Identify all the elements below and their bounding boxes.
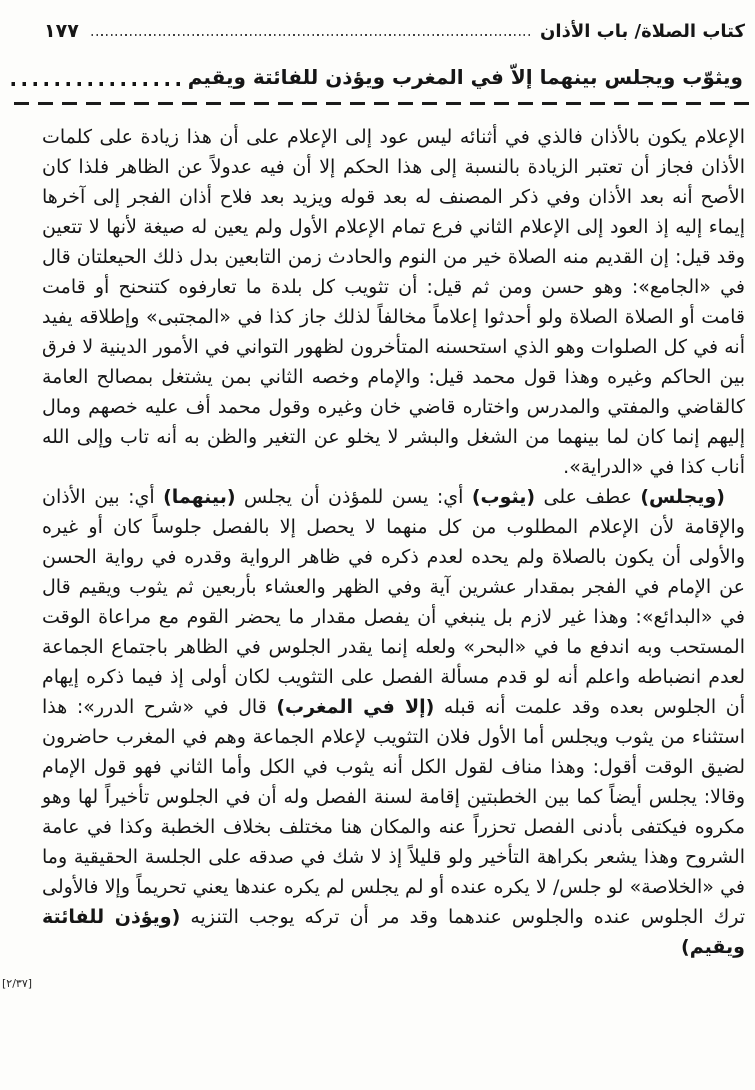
paragraph [42, 122, 745, 482]
commentary-segment: عطف على [535, 486, 641, 508]
matn-inline-segment: (ويجلس) [640, 486, 725, 508]
matn-heading-text: ويثوّب ويجلس بينهما إلاّ في المغرب ويؤذن للفائتة ويقيم [187, 65, 743, 89]
matn-inline-segment: (بينهما) [163, 486, 236, 508]
commentary-segment: أي: بين الأذان والإقامة لأن الإعلام المطلوب من كل منهما لا يحصل إلا بالفصل جلوساً كان أو غيره والأولى أن يكون بالصلاة ولم يحده لعدم ذكره في ظاهر الرواية وقدره في رواية الحسن عن الإمام في الفجر بمقدار عشرين آية وفي الظهر والعشاء بأربعين ثم يثوب ويقيم قال في «البدائع»: وهذا غير لازم بل ينبغي أن يفصل مقدار ما يحضر القوم مع مراعاة الوقت المستحب وبه اندفع ما في «البحر» ولعله إنما يقدر الجلوس في الظاهر باجتماع الجماعة لعدم انضباطه واعلم أنه لو قدم مسألة الفصل على التثويب لكان أولى إذ فيما ذكره إيهام أن الجلوس بعده وقد علمت أنه قبله [42, 486, 745, 718]
commentary-segment: أي: يسن للمؤذن أن يجلس [235, 486, 472, 508]
header-dotted-leader [89, 34, 530, 36]
chapter-title: كتاب الصلاة/ باب الأذان [540, 20, 745, 42]
margin-note: [٢/٣٧] [2, 977, 33, 990]
matn-dot-leader [10, 82, 180, 86]
matn-heading [8, 62, 743, 92]
commentary-segment: قال في «شرح الدرر»: هذا استثناء من يثوب ويجلس أما الأول فلان التثويب لإعلام الجماعة وهم في المغرب حاضرون لضيق الوقت أقول: وهذا مناف لقول الكل أنه يثوب في الكل وأما الثاني فهو قول الإمام وقالا: يجلس أيضاً كما بين الخطبتين إقامة لسنة الفصل وله أن في الجلوس تأخيراً لها وهو مكروه فيكتفى بأدنى الفصل تحزراً عنه والمكان هنا مختلف بخلاف الخطبة وكذا في عامة الشروح وهذا يشعر بكراهة التأخير ولو قليلاً إذ لا شك في صدقه على الجلسة الحقيقية وما في «الخلاصة» لو جلس/ لا يكره عنده أو لم يجلس لم يكره عندها يعني تحريماً وإلا فالأولى ترك الجلوس عنده والجلوس عندهما وقد مر أن تركه يوجب التنزيه [42, 696, 746, 928]
dashed-separator [6, 102, 749, 105]
matn-inline-segment: (ويؤذن للفائتة ويقيم) [42, 906, 745, 958]
paragraph [42, 482, 745, 962]
page-number: ١٧٧ [44, 20, 79, 42]
body-text [42, 122, 745, 962]
matn-inline-segment: (يثوب) [471, 486, 536, 508]
commentary-segment: الإعلام يكون بالأذان فالذي في أثنائه ليس عود إلى الإعلام على أن هذا زيادة على كلمات الأذان فجاز أن تعتبر الزيادة بالنسبة إلى هذا الحكم إلا أن فيه عدولاً عن الظاهر فلذا كان الأصح أنه بعد الأذان وفي ذكر المصنف له بعد قوله ويزيد بعد فلاح أذان الفجر إلى آخرها إيماء إليه إذ العود إلى الإعلام الثاني فرع تمام الإعلام الأول ولم يعين له صيغة لأنها لا تتعين وقد قيل: إن القديم منه الصلاة خير من النوم والحادث زمن التابعين بدل ذلك الحيعلتان قال في «الجامع»: وهو حسن ومن ثم قيل: أن تثويب كل بلدة ما تعارفوه كتنحنح أو قامت قامت أو الصلاة الصلاة ولو أحدثوا إعلاماً مخالفاً لذلك جاز كذا في «المجتبى» وإطلاقه يفيد أنه في كل الصلوات وهو الذي استحسنه المتأخرون لظهور التواني في الأمور الدينية لا فرق بين الحاكم وغيره وهذا قول محمد قيل: والإمام وخصه الثاني بمن يشتغل بمصالح العامة كالقاضي والمفتي والمدرس واختاره قاضي خان وغيره وقول محمد أف عليه خصهم ومال إليهم إنما كان لما بينهما من الشغل والبشر لا يخلو عن التغير والظن به أنه تاب وإلى الله أناب كذا في «الدراية». [42, 126, 745, 478]
matn-inline-segment: (إلا في المغرب) [276, 696, 435, 718]
running-header [44, 20, 745, 42]
